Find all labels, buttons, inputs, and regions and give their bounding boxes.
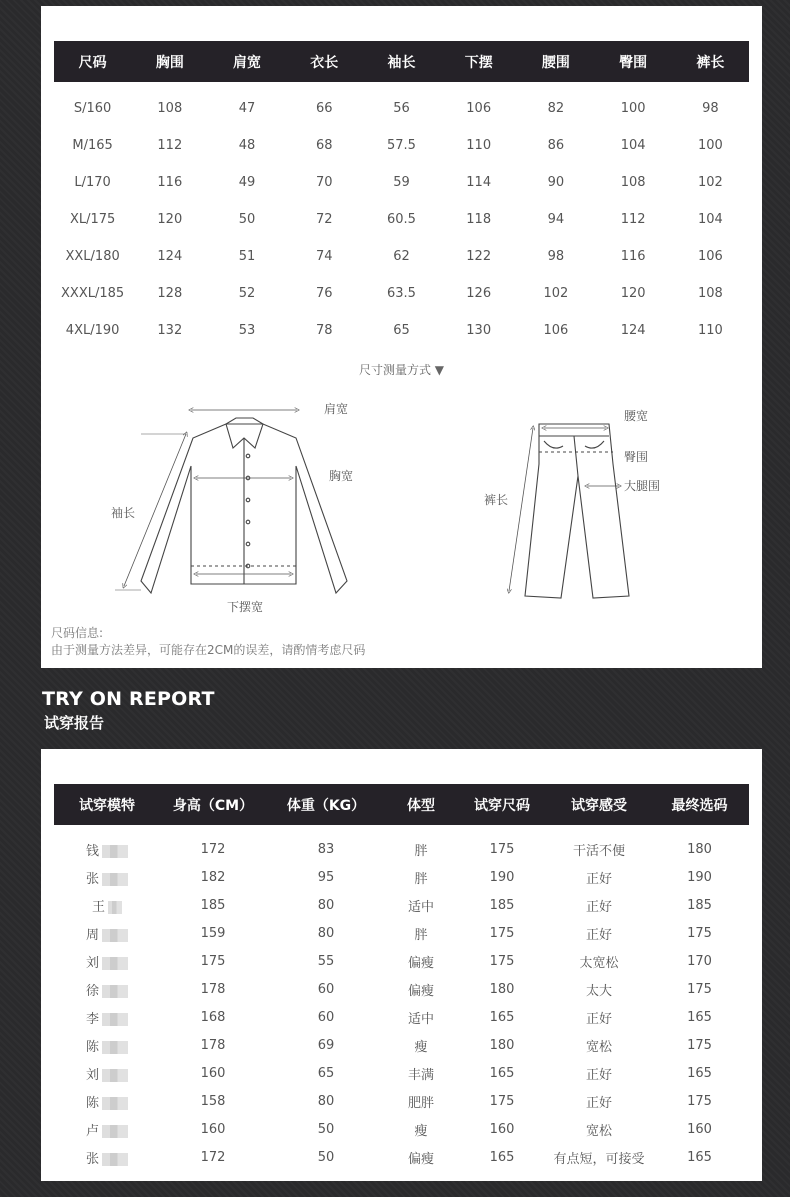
table-cell: 160: [200, 1065, 226, 1081]
table-cell: 112: [620, 212, 646, 227]
table-cell: 106: [697, 249, 723, 264]
model-surname: 钱: [85, 843, 99, 859]
table-cell: 适中: [407, 899, 434, 915]
table-row: [54, 275, 749, 312]
model-surname: 周: [85, 927, 99, 943]
table-cell: 正好: [585, 1067, 612, 1083]
name-mosaic-blur: [102, 1153, 128, 1166]
table-cell: 182: [200, 869, 226, 885]
table-cell: 165: [489, 1065, 515, 1081]
table-row: [54, 919, 749, 947]
table-cell: 120: [157, 212, 183, 227]
table-cell: 60: [317, 1009, 335, 1025]
table-cell: 94: [547, 212, 565, 227]
table-cell: 175: [489, 841, 515, 857]
model-name-cell: [54, 891, 160, 919]
model-name-cell: [54, 947, 160, 975]
table-cell: 108: [620, 175, 646, 190]
pants-label-length: 裤长: [484, 493, 509, 507]
table-row: [54, 201, 749, 238]
name-mosaic-blur: [102, 845, 128, 858]
table-cell: 偏瘦: [407, 1151, 434, 1167]
pants-label-thigh: 大腿围: [624, 479, 661, 493]
table-cell: 59: [393, 175, 410, 190]
header-cell: 体型: [386, 784, 456, 825]
model-surname: 陈: [85, 1095, 99, 1111]
table-cell: 正好: [585, 1011, 612, 1027]
table-cell: 63.5: [387, 286, 416, 301]
table-cell: 165: [687, 1149, 712, 1165]
header-cell: 袖长: [363, 41, 440, 82]
table-cell: 124: [157, 249, 183, 264]
table-cell: 正好: [585, 927, 612, 943]
table-cell: 175: [687, 1037, 712, 1053]
name-mosaic-blur: [102, 1069, 128, 1082]
table-cell: 正好: [585, 899, 612, 915]
model-name-cell: [54, 1143, 160, 1171]
model-surname: 徐: [85, 983, 99, 999]
table-cell: 50: [317, 1121, 335, 1137]
table-cell: 108: [157, 101, 183, 116]
header-cell: 试穿感受: [548, 784, 650, 825]
size-note-title: 尺码信息:: [51, 626, 104, 640]
table-cell: 95: [317, 869, 335, 885]
table-cell: 72: [315, 212, 333, 227]
table-cell: 47: [238, 101, 256, 116]
table-cell: 74: [315, 249, 333, 264]
pants-diagram: [509, 424, 629, 598]
table-cell: 55: [317, 953, 335, 969]
model-name-cell: [54, 1031, 160, 1059]
table-cell: 118: [466, 212, 492, 227]
header-cell: 尺码: [54, 41, 131, 82]
header-cell: 衣长: [286, 41, 363, 82]
shirt-label-chest: 胸宽: [329, 469, 354, 483]
try-on-table: [54, 784, 749, 1171]
size-table: [54, 41, 749, 349]
table-cell: 185: [687, 897, 712, 913]
table-cell: 70: [315, 175, 333, 190]
pants-label-hip: 臀围: [624, 450, 649, 464]
table-row: [54, 164, 749, 201]
table-row: [54, 1115, 749, 1143]
model-name-cell: [54, 1003, 160, 1031]
table-cell: 190: [489, 869, 515, 885]
table-cell: 49: [238, 175, 256, 190]
table-cell: 175: [489, 925, 515, 941]
table-cell: 116: [157, 175, 183, 190]
table-cell: 60: [317, 981, 335, 997]
table-cell: 偏瘦: [407, 983, 434, 999]
table-cell: 宽松: [585, 1039, 612, 1055]
table-cell: 128: [157, 286, 183, 301]
try-on-table-header: [54, 784, 749, 825]
measure-method-title: 尺寸测量方式 ▼: [358, 363, 445, 377]
name-mosaic-blur: [108, 901, 122, 914]
table-cell: 126: [466, 286, 492, 301]
table-cell: 50: [238, 212, 256, 227]
table-row: [54, 82, 749, 127]
table-cell: 适中: [407, 1011, 434, 1027]
table-cell: 52: [238, 286, 256, 301]
table-cell: 90: [547, 175, 565, 190]
table-cell: 130: [466, 323, 492, 338]
name-mosaic-blur: [102, 1125, 128, 1138]
table-cell: 76: [315, 286, 333, 301]
table-cell: 正好: [585, 1095, 612, 1111]
report-title-en: TRY ON REPORT: [42, 688, 215, 710]
table-cell: 有点短，可接受: [553, 1151, 645, 1167]
table-cell: 50: [317, 1149, 335, 1165]
table-cell: 106: [543, 323, 569, 338]
table-cell: 114: [466, 175, 492, 190]
table-cell: XXXL/185: [61, 286, 125, 301]
table-cell: 68: [315, 138, 333, 153]
table-cell: 180: [489, 981, 515, 997]
table-row: [54, 1143, 749, 1171]
table-cell: 180: [687, 841, 712, 857]
table-cell: 丰满: [407, 1067, 434, 1083]
table-row: [54, 975, 749, 1003]
model-surname: 张: [85, 871, 99, 887]
table-cell: 175: [687, 925, 712, 941]
table-row: [54, 1031, 749, 1059]
table-cell: 175: [489, 1093, 515, 1109]
table-cell: 98: [702, 101, 719, 116]
table-cell: 100: [697, 138, 723, 153]
table-cell: 肥胖: [407, 1095, 434, 1111]
model-name-cell: [54, 975, 160, 1003]
table-cell: 104: [697, 212, 723, 227]
table-cell: 110: [466, 138, 492, 153]
header-cell: 肩宽: [208, 41, 285, 82]
table-cell: 170: [687, 953, 712, 969]
table-cell: 185: [200, 897, 226, 913]
table-row: [54, 863, 749, 891]
table-row: [54, 825, 749, 863]
shirt-label-sleeve: 袖长: [111, 506, 136, 520]
table-cell: 175: [200, 953, 226, 969]
size-chart-panel: [41, 6, 762, 668]
table-row: [54, 127, 749, 164]
table-cell: 122: [466, 249, 492, 264]
table-cell: 180: [489, 1037, 515, 1053]
table-cell: 158: [200, 1093, 226, 1109]
table-cell: 53: [238, 323, 256, 338]
model-name-cell: [54, 1087, 160, 1115]
shirt-label-shoulder: 肩宽: [324, 402, 349, 416]
table-cell: 175: [687, 1093, 712, 1109]
table-cell: 185: [489, 897, 515, 913]
table-cell: 172: [200, 1149, 226, 1165]
model-name-cell: [54, 825, 160, 863]
table-cell: 160: [200, 1121, 226, 1137]
table-cell: 165: [687, 1065, 712, 1081]
table-cell: 62: [393, 249, 410, 264]
table-cell: 80: [317, 897, 335, 913]
table-cell: 78: [315, 323, 333, 338]
name-mosaic-blur: [102, 1097, 128, 1110]
table-cell: 66: [315, 101, 333, 116]
table-cell: 80: [317, 1093, 335, 1109]
table-cell: XXL/180: [65, 249, 120, 264]
table-cell: XL/175: [69, 212, 116, 227]
table-cell: 165: [687, 1009, 712, 1025]
table-row: [54, 947, 749, 975]
table-cell: 48: [238, 138, 256, 153]
model-surname: 张: [85, 1151, 99, 1167]
table-cell: 偏瘦: [407, 955, 434, 971]
table-cell: 112: [157, 138, 183, 153]
table-cell: 124: [620, 323, 646, 338]
header-cell: 裤长: [672, 41, 749, 82]
name-mosaic-blur: [102, 873, 128, 886]
table-cell: 175: [489, 953, 515, 969]
table-cell: 159: [200, 925, 226, 941]
table-cell: 178: [200, 1037, 226, 1053]
table-cell: 116: [620, 249, 646, 264]
table-cell: 瘦: [414, 1039, 428, 1055]
table-cell: 太大: [585, 983, 612, 999]
header-cell: 胸围: [131, 41, 208, 82]
table-cell: 100: [620, 101, 646, 116]
table-cell: 178: [200, 981, 226, 997]
table-cell: 160: [687, 1121, 712, 1137]
model-name-cell: [54, 919, 160, 947]
model-surname: 刘: [85, 955, 99, 971]
table-cell: 175: [687, 981, 712, 997]
table-cell: 胖: [414, 871, 428, 887]
table-cell: 132: [157, 323, 183, 338]
model-surname: 刘: [85, 1067, 99, 1083]
table-cell: 165: [489, 1009, 515, 1025]
table-row: [54, 312, 749, 349]
table-row: [54, 891, 749, 919]
header-cell: 下摆: [440, 41, 517, 82]
header-cell: 试穿尺码: [456, 784, 548, 825]
table-cell: 104: [620, 138, 646, 153]
table-cell: 56: [393, 101, 410, 116]
try-on-report-panel: [41, 749, 762, 1181]
name-mosaic-blur: [102, 957, 128, 970]
header-cell: 身高（CM）: [160, 784, 266, 825]
table-cell: 102: [697, 175, 723, 190]
table-cell: 190: [687, 869, 712, 885]
shirt-diagram: [115, 410, 347, 593]
header-cell: 最终选码: [650, 784, 749, 825]
table-row: [54, 1003, 749, 1031]
header-cell: 体重（KG）: [266, 784, 386, 825]
table-cell: M/165: [72, 138, 113, 153]
model-name-cell: [54, 1059, 160, 1087]
table-cell: 168: [200, 1009, 226, 1025]
table-cell: 太宽松: [579, 955, 619, 971]
table-cell: 51: [238, 249, 256, 264]
table-cell: 108: [697, 286, 723, 301]
table-cell: 165: [489, 1149, 515, 1165]
shirt-label-hem: 下摆宽: [227, 600, 264, 614]
table-row: [54, 1087, 749, 1115]
table-cell: S/160: [73, 101, 112, 116]
name-mosaic-blur: [102, 1041, 128, 1054]
size-table-header: [54, 41, 749, 82]
model-name-cell: [54, 863, 160, 891]
pants-label-waist: 腰宽: [624, 409, 649, 423]
table-row: [54, 1059, 749, 1087]
model-name-cell: [54, 1115, 160, 1143]
model-surname: 陈: [85, 1039, 99, 1055]
table-cell: 60.5: [387, 212, 416, 227]
header-cell: 试穿模特: [54, 784, 160, 825]
table-cell: 86: [547, 138, 565, 153]
name-mosaic-blur: [102, 929, 128, 942]
table-cell: 80: [317, 925, 335, 941]
table-cell: 160: [489, 1121, 515, 1137]
table-cell: 98: [547, 249, 565, 264]
table-cell: 102: [543, 286, 569, 301]
table-cell: 110: [697, 323, 723, 338]
table-cell: 胖: [414, 843, 428, 859]
name-mosaic-blur: [102, 1013, 128, 1026]
size-note-text: 由于测量方法差异，可能存在2CM的误差，请酌情考虑尺码: [51, 643, 366, 657]
table-cell: 106: [466, 101, 492, 116]
table-cell: 4XL/190: [65, 323, 120, 338]
table-cell: 干活不便: [572, 843, 625, 859]
table-cell: 65: [317, 1065, 335, 1081]
header-cell: 臀围: [595, 41, 672, 82]
table-cell: L/170: [74, 175, 111, 190]
model-surname: 王: [91, 899, 105, 915]
measurement-diagrams: [41, 386, 762, 621]
model-surname: 李: [85, 1011, 99, 1027]
table-cell: 正好: [585, 871, 612, 887]
model-surname: 卢: [85, 1123, 99, 1139]
table-cell: 瘦: [414, 1123, 428, 1139]
table-cell: 宽松: [585, 1123, 612, 1139]
table-cell: 83: [317, 841, 335, 857]
table-cell: 57.5: [387, 138, 416, 153]
table-cell: 82: [547, 101, 565, 116]
table-cell: 胖: [414, 927, 428, 943]
table-cell: 69: [317, 1037, 335, 1053]
table-row: [54, 238, 749, 275]
table-cell: 120: [620, 286, 646, 301]
report-title-zh: 试穿报告: [44, 714, 105, 732]
table-cell: 172: [200, 841, 226, 857]
name-mosaic-blur: [102, 985, 128, 998]
table-cell: 65: [393, 323, 410, 338]
header-cell: 腰围: [517, 41, 594, 82]
